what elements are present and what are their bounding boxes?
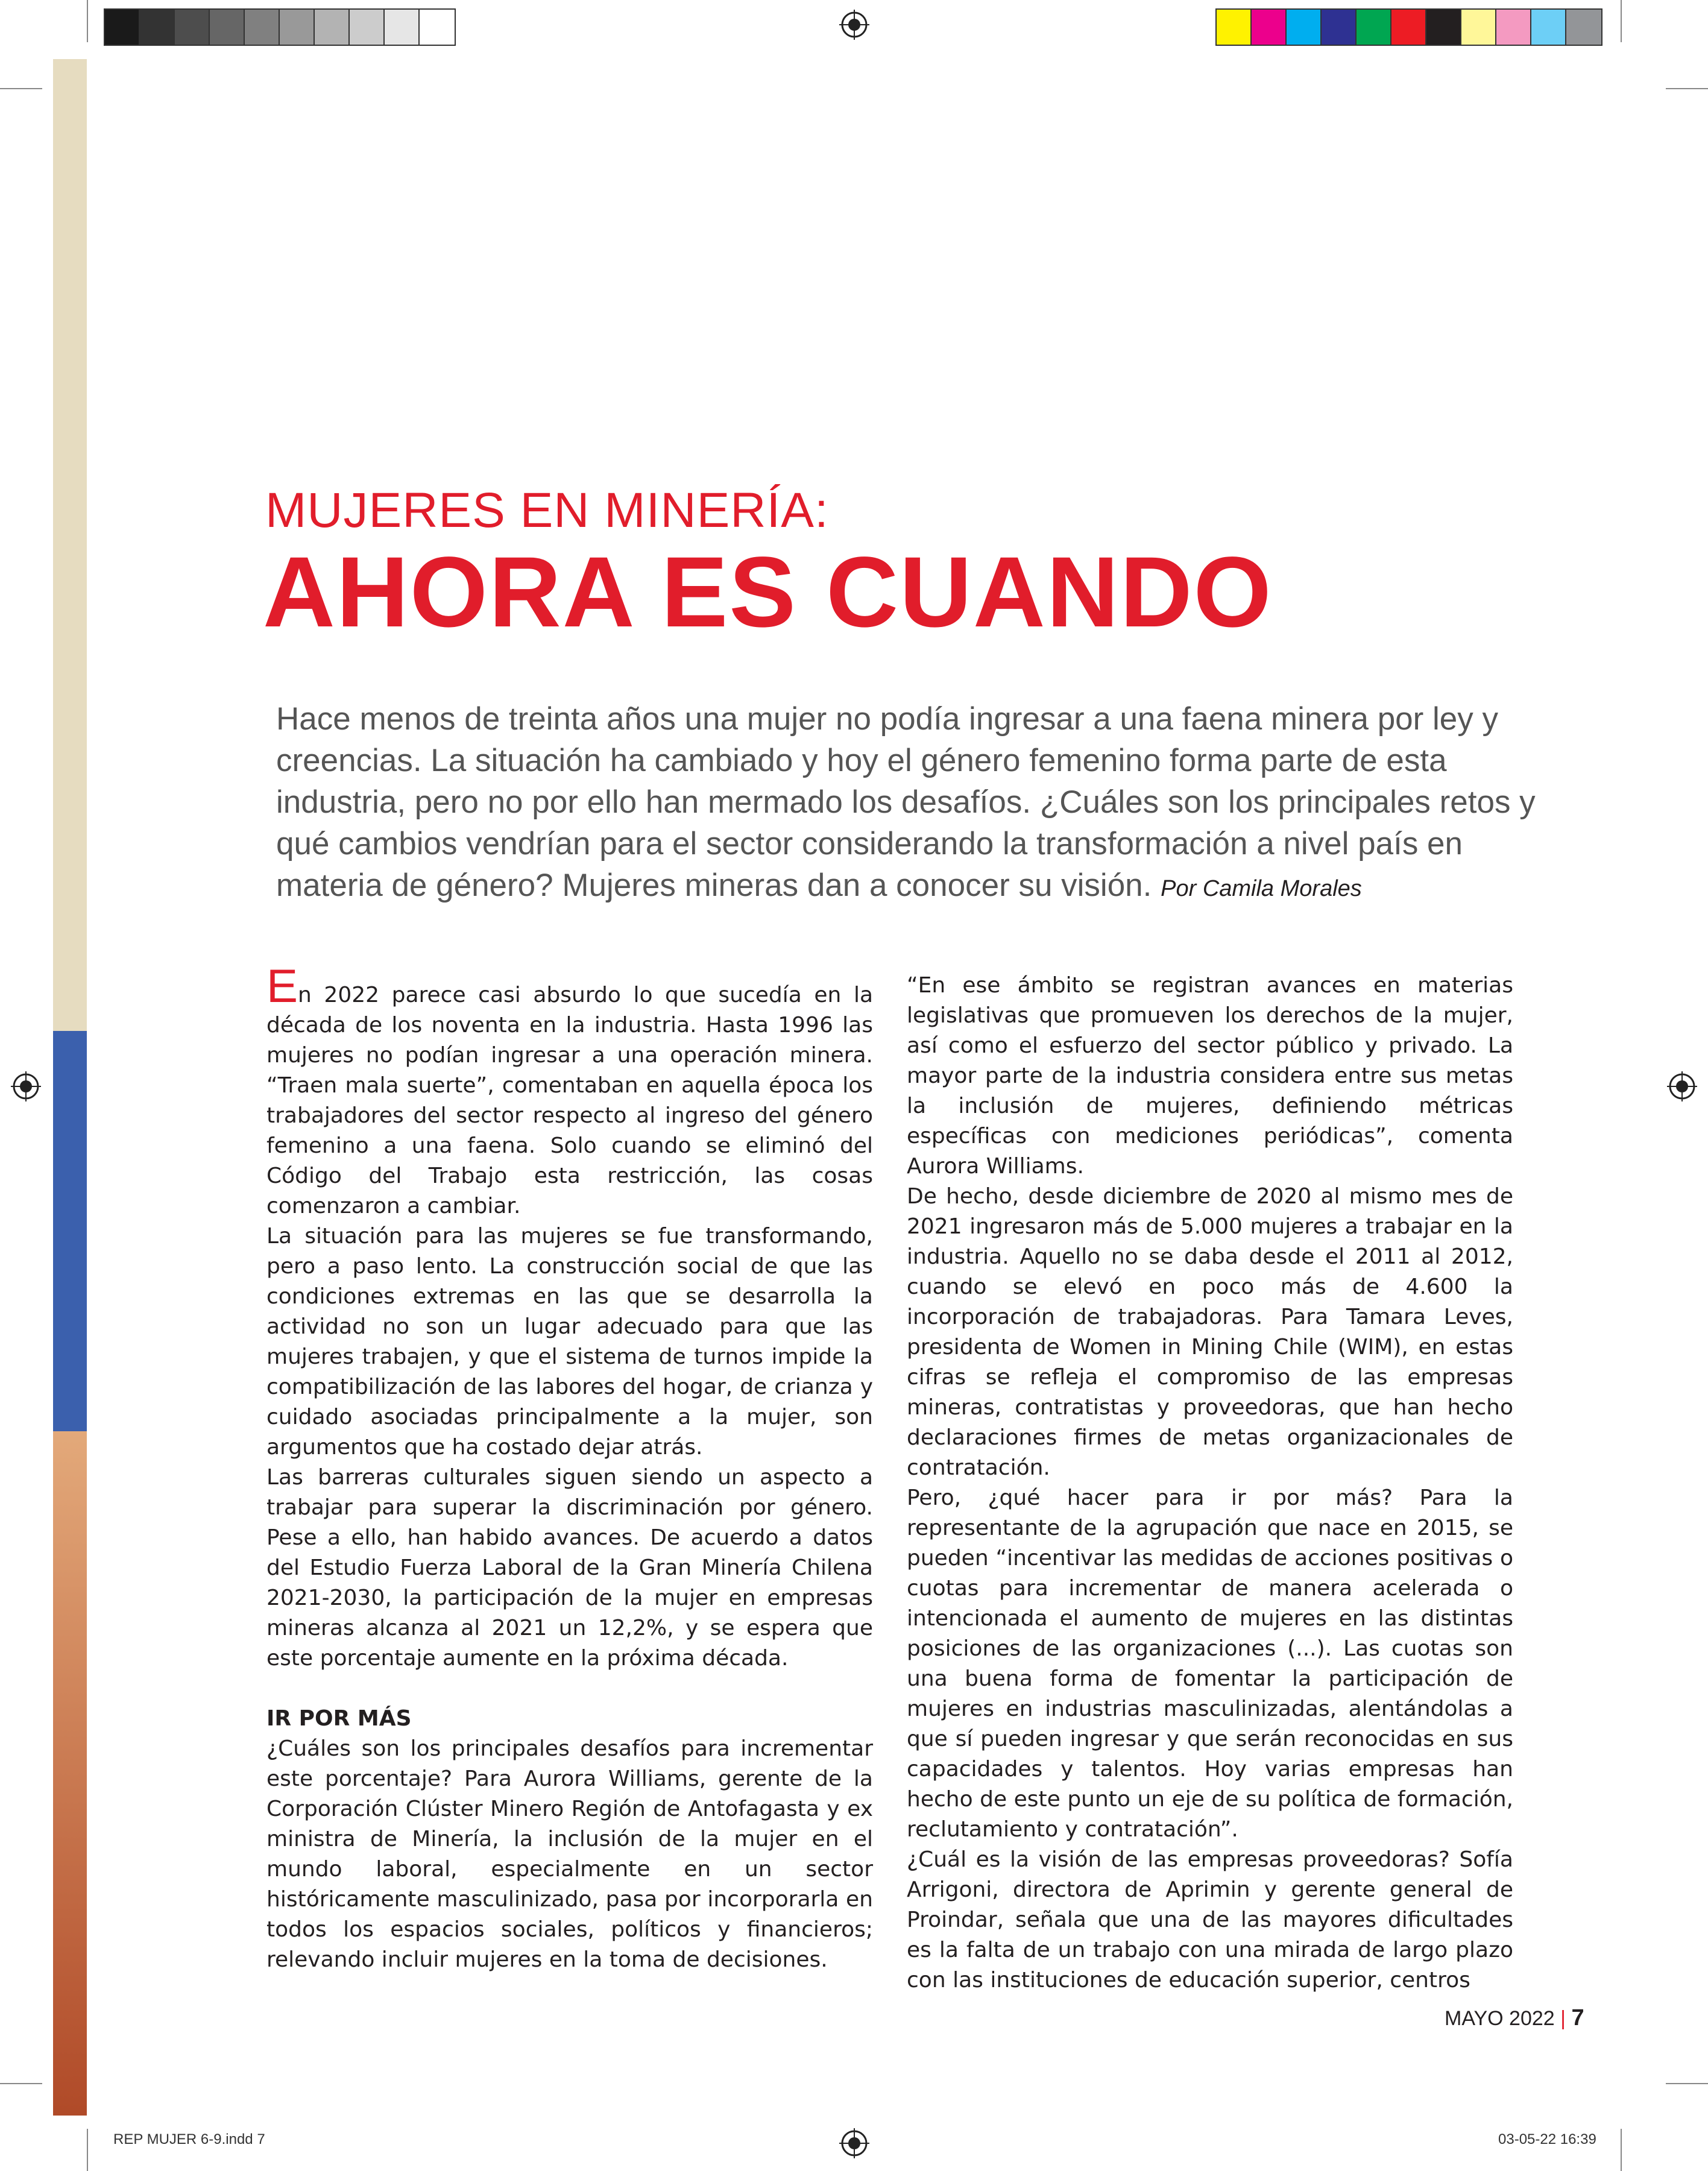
crop-mark [1621,2129,1622,2171]
color-calibration-bar [1215,8,1602,46]
article-lead [276,698,1542,910]
gray-swatch [385,10,420,45]
gray-swatch [210,10,245,45]
color-swatch [1531,10,1566,45]
paragraph: ¿Cuáles son los principales desafíos para incrementar este porcentaje? Para Aurora Williams, gerente de la Corporación Clúster Minero Región de Antofagasta y ex ministra de Minería, la inclusión de la mujer en el mundo laboral, especialmente en un sector históricamente masculinizado, pasa por incorporarla en todos los espacios sociales, políticos y financieros; relevando incluir mujeres en la toma de decisiones. [266,1736,873,1972]
crop-mark [1666,88,1708,89]
color-swatch [1566,10,1601,45]
decorative-strip-orange [53,1431,87,2116]
crop-mark [0,88,42,89]
color-swatch [1426,10,1461,45]
body-column-left [266,959,873,1975]
gray-swatch [140,10,175,45]
section-subhead: IR POR MÁS [266,1706,412,1731]
gray-swatch [280,10,315,45]
crop-mark [87,2129,88,2171]
page-number: 7 [1571,2005,1584,2031]
article-kicker: MUJERES EN MINERÍA: [265,483,829,538]
gray-swatch [315,10,350,45]
registration-mark-top-icon [839,10,869,40]
color-swatch [1252,10,1287,45]
color-swatch [1357,10,1391,45]
color-swatch [1461,10,1496,45]
registration-mark-bottom-icon [839,2128,869,2158]
decorative-strip-beige [53,59,87,1031]
gray-swatch [420,10,455,45]
drop-cap: E [266,959,298,1012]
paragraph [266,959,873,1221]
paragraph: La situación para las mujeres se fue transformando, pero a paso lento. La construcción social de que las condiciones extremas en las que se desarrolla la actividad no son un lugar adecuado para que las mujeres trabajen, y que el sistema de turnos impide la compatibilización de las labores del hogar, de crianza y cuidado asociadas principalmente a la mujer, son argumentos que ha costado dejar atrás. [266,1224,873,1460]
folio-separator: | [1560,2007,1566,2030]
decorative-strip-blue [53,1031,87,1431]
color-swatch [1322,10,1357,45]
slug-file: REP MUJER 6-9.indd 7 [113,2131,265,2147]
gray-swatch [175,10,210,45]
folio-month: MAYO 2022 [1445,2007,1555,2030]
body-column-right [907,971,1513,1996]
gray-swatch [105,10,140,45]
slug-timestamp: 03-05-22 16:39 [1498,2131,1596,2147]
gray-swatch [350,10,385,45]
byline: Por Camila Morales [1161,876,1362,901]
crop-mark [87,0,88,42]
paragraph: De hecho, desde diciembre de 2020 al mismo mes de 2021 ingresaron más de 5.000 mujeres a trabajar en la industria. Aquello no se daba desde el 2011 al 2012, cuando se elevó en poco más de 4.600 la incorporación de trabajadoras. Para Tamara Leves, presidenta de Women in Mining Chile (WIM), en estas cifras se refleja el compromiso de las empresas mineras, contratistas y proveedoras, que han hecho declaraciones firmes de metas organizacionales de contratación. [907,1184,1513,1480]
gray-calibration-bar [104,8,456,46]
lead-text: Hace menos de treinta años una mujer no podía ingresar a una faena minera por ley y creencias. La situación ha cambiado y hoy el género femenino forma parte de esta industria, pero no por ello han mermado los desafíos. ¿Cuáles son los principales retos y qué cambios vendrían para el sector considerando la transformación a nivel país en materia de género? Mujeres mineras dan a conocer su visión. [276,701,1536,903]
crop-mark [1621,0,1622,42]
color-swatch [1287,10,1322,45]
registration-mark-right-icon [1667,1071,1697,1101]
paragraph-text: n 2022 parece casi absurdo lo que sucedía en la década de los noventa en la industria. Hasta 1996 las mujeres no podían ingresar a una operación minera. “Traen mala suerte”, comentaban en aquella época los trabajadores del sector respecto al ingreso del género femenino a una faena. Solo cuando se eliminó del Código del Trabajo esta restricción, las cosas comenzaron a cambiar. [266,983,873,1218]
paragraph: ¿Cuál es la visión de las empresas proveedoras? Sofía Arrigoni, directora de Aprimin y gerente general de Proindar, señala que una de las mayores dificultades es la falta de un trabajo con una mirada de largo plazo con las instituciones de educación superior, centros [907,1847,1513,1993]
paragraph: “En ese ámbito se registran avances en materias legislativas que promueven los derechos de la mujer, así como el esfuerzo del sector público y privado. La mayor parte de la industria considera entre sus metas la inclusión de mujeres, definiendo métricas específicas con mediciones periódicas”, comenta Aurora Williams. [907,973,1513,1179]
gray-swatch [245,10,280,45]
color-swatch [1391,10,1426,45]
paragraph: Las barreras culturales siguen siendo un aspecto a trabajar para superar la discriminación por género. Pese a ello, han habido avances. De acuerdo a datos del Estudio Fuerza Laboral de la Gran Minería Chilena 2021-2030, la participación de la mujer en empresas mineras alcanza al 2021 un 12,2%, y se espera que este porcentaje aumente en la próxima década. [266,1465,873,1671]
page-folio [1445,2005,1584,2031]
color-swatch [1496,10,1531,45]
color-swatch [1217,10,1252,45]
article-headline: AHORA ES CUANDO [263,537,1273,648]
crop-mark [0,2083,42,2084]
registration-mark-left-icon [11,1071,41,1101]
paragraph: Pero, ¿qué hacer para ir por más? Para la representante de la agrupación que nace en 2015, se pueden “incentivar las medidas de acciones positivas o cuotas para incrementar de manera acelerada o intencionada el aumento de mujeres en las distintas posiciones de las organizaciones (...). Las cuotas son una buena forma de fomentar la participación de mujeres en industrias masculinizadas, alentándolas a que sí pueden ingresar y que serán reconocidas en sus capacidades y talentos. Hoy varias empresas han hecho de este punto un eje de su política de formación, reclutamiento y contratación”. [907,1486,1513,1842]
crop-mark [1666,2083,1708,2084]
